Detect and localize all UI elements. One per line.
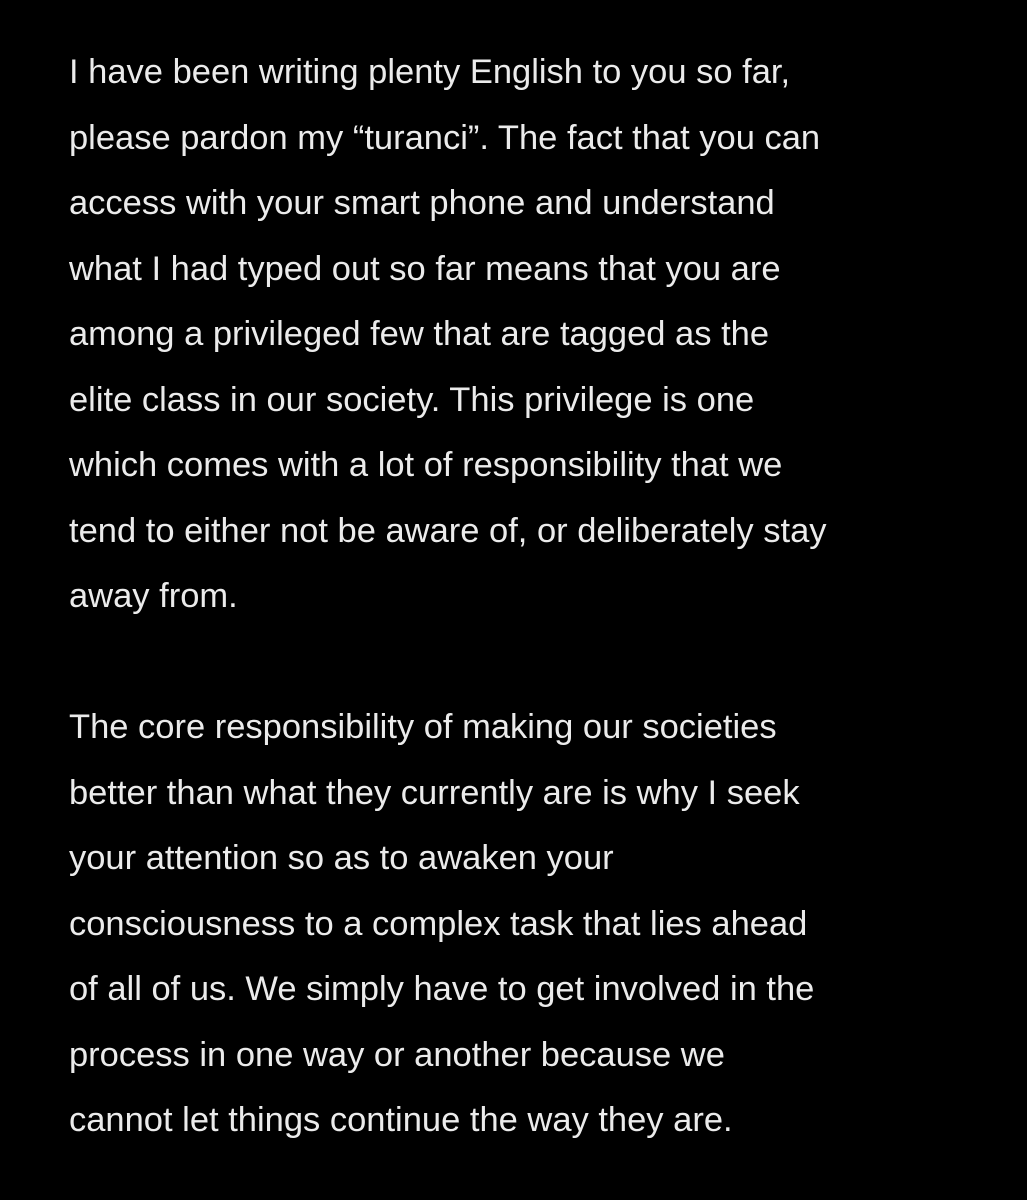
text-line: consciousness to a complex task that lies ahead	[69, 904, 808, 943]
text-line: among a privileged few that are tagged as the	[69, 315, 770, 353]
text-line: what I had typed out so far means that you are	[69, 249, 781, 288]
text-line: of all of us. We simply have to get involved in the	[69, 970, 815, 1008]
text-line: your attention so as to awaken your	[69, 839, 614, 877]
text-line: cannot let things continue the way they are.	[69, 1101, 733, 1139]
note-body	[69, 40, 989, 1154]
text-line: which comes with a lot of responsibility that we	[69, 446, 783, 484]
paragraph-1	[69, 40, 989, 630]
text-line: away from.	[69, 577, 238, 615]
text-line: please pardon my “turanci”. The fact that you can	[69, 118, 821, 157]
text-line: access with your smart phone and understand	[69, 184, 775, 222]
text-line: process in one way or another because we	[69, 1035, 725, 1074]
text-line: I have been writing plenty English to you so far,	[69, 53, 791, 91]
text-line: elite class in our society. This privilege is one	[69, 380, 755, 419]
paragraph-2	[69, 695, 989, 1154]
text-line: The core responsibility of making our societies	[69, 708, 777, 746]
text-line: tend to either not be aware of, or deliberately stay	[69, 511, 827, 550]
text-line: better than what they currently are is why I seek	[69, 773, 800, 812]
paragraph-spacer	[69, 630, 989, 696]
